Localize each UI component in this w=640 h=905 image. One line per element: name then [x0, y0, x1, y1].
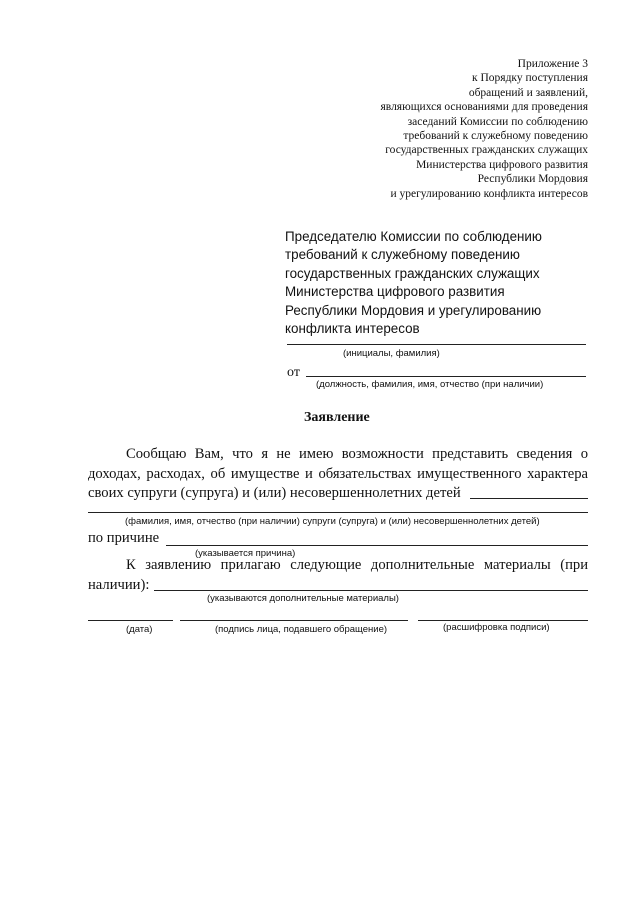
addressee-line: государственных гражданских служащих: [285, 265, 540, 281]
statement-line-1: Сообщаю Вам, что я не имею возможности представить сведения о: [126, 446, 588, 462]
appendix-line: и урегулированию конфликта интересов: [390, 187, 588, 200]
reason-label: по причине: [88, 530, 160, 546]
from-line[interactable]: [306, 376, 586, 377]
initials-line[interactable]: [287, 344, 586, 345]
spouse-caption: (фамилия, имя, отчество (при наличии) супруги (супруга) и (или) несовершеннолетних детей): [125, 516, 540, 527]
date-line[interactable]: [88, 620, 173, 621]
reason-caption: (указывается причина): [195, 548, 296, 559]
from-caption: (должность, фамилия, имя, отчество (при наличии): [316, 379, 544, 390]
document-title: Заявление: [304, 410, 370, 425]
attachments-line-1: К заявлению прилагаю следующие дополнительные материалы (при: [126, 557, 588, 573]
appendix-line: к Порядку поступления: [472, 72, 588, 85]
materials-line[interactable]: [154, 590, 588, 591]
materials-caption: (указываются дополнительные материалы): [207, 593, 399, 604]
reason-line[interactable]: [166, 545, 588, 546]
appendix-line: требований к служебному поведению: [403, 130, 588, 143]
addressee-block: [285, 228, 595, 338]
appendix-line: заседаний Комиссии по соблюдению: [407, 115, 588, 128]
appendix-header: [288, 57, 588, 201]
spouse-line[interactable]: [88, 512, 588, 513]
appendix-line: Республики Мордовия: [477, 173, 588, 186]
statement-line-2: доходах, расходах, об имуществе и обязательствах имущественного характера: [88, 465, 588, 482]
signature-decode-line[interactable]: [418, 620, 588, 621]
initials-caption: (инициалы, фамилия): [343, 348, 440, 359]
attachments-line-2: наличии):: [88, 576, 150, 593]
spouse-line-inline[interactable]: [470, 498, 588, 499]
appendix-line: Министерства цифрового развития: [416, 158, 588, 171]
appendix-line: Приложение 3: [517, 58, 588, 70]
appendix-line: государственных гражданских служащих: [385, 144, 588, 157]
statement-line-3: своих супруги (супруга) и (или) несовершеннолетних детей: [88, 485, 461, 501]
signature-caption: (подпись лица, подавшего обращение): [215, 624, 388, 635]
addressee-line: Республики Мордовия и урегулированию: [285, 302, 542, 318]
statement-paragraph: [88, 445, 588, 504]
addressee-line: требований к служебному поведению: [285, 247, 520, 263]
from-label: от: [287, 365, 300, 380]
date-caption: (дата): [126, 624, 153, 635]
signature-decode-caption: (расшифровка подписи): [443, 622, 550, 633]
signature-line[interactable]: [180, 620, 408, 621]
addressee-line: конфликта интересов: [285, 321, 420, 337]
appendix-line: являющихся основаниями для проведения: [380, 101, 588, 114]
appendix-line: обращений и заявлений,: [468, 86, 588, 99]
addressee-line: Министерства цифрового развития: [285, 284, 505, 300]
addressee-line: Председателю Комиссии по соблюдению: [285, 229, 542, 244]
